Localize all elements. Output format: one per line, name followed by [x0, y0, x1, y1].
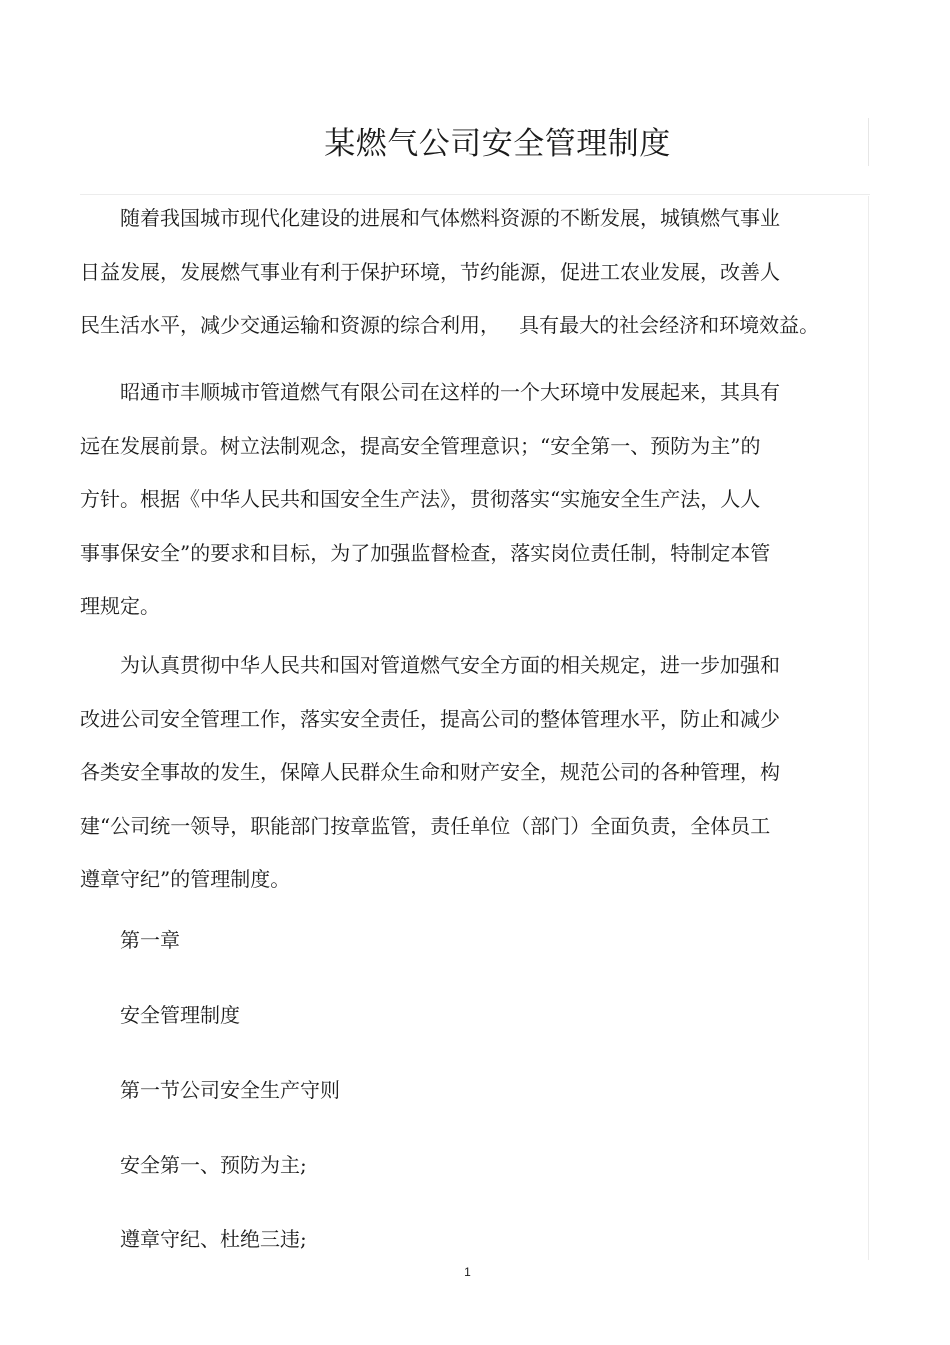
paragraph-line: 各类安全事故的发生，保障人民群众生命和财产安全，规范公司的各种管理，构 [80, 760, 780, 784]
page-number: 1 [464, 1265, 471, 1279]
paragraph-line: 远在发展前景。树立法制观念，提高安全管理意识；“安全第一、预防为主”的 [80, 433, 761, 458]
document-title: 某燃气公司安全管理制度 [324, 126, 671, 162]
paragraph-line: 建“公司统一领导，职能部门按章监管，责任单位（部门）全面负责，全体员工 [80, 813, 771, 838]
paragraph-line: 为认真贯彻中华人民共和国对管道燃气安全方面的相关规定，进一步加强和 [120, 653, 780, 677]
rule-item: 遵章守纪、杜绝三违; [120, 1227, 307, 1251]
paragraph-purpose [80, 650, 840, 918]
paragraph-company [80, 377, 840, 645]
chapter-heading: 第一章 [120, 928, 180, 952]
paragraph-line: 日益发展，发展燃气事业有利于保护环境，节约能源，促进工农业发展，改善人 [80, 259, 780, 284]
paragraph-line: 昭通市丰顺城市管道燃气有限公司在这样的一个大环境中发展起来，其具有 [120, 380, 780, 404]
paragraph-line: 理规定。 [80, 594, 160, 618]
rule-item: 安全第一、预防为主; [120, 1153, 307, 1177]
paragraph-line: 事事保安全”的要求和目标，为了加强监督检查，落实岗位责任制，特制定本管 [80, 540, 771, 565]
margin-rule-right [868, 196, 869, 1260]
paragraph-line: 随着我国城市现代化建设的进展和气体燃料资源的不断发展，城镇燃气事业 [120, 206, 780, 230]
paragraph-line: 民生活水平，减少交通运输和资源的综合利用， 具有最大的社会经济和环境效益。 [80, 313, 820, 337]
paragraph-line: 方针。根据《中华人民共和国安全生产法》，贯彻落实“实施安全生产法，人人 [80, 487, 761, 511]
header-divider [80, 194, 870, 195]
chapter-title: 安全管理制度 [120, 1003, 240, 1027]
paragraph-intro [80, 203, 840, 364]
section-heading: 第一节公司安全生产守则 [120, 1078, 340, 1102]
paragraph-line: 改进公司安全管理工作，落实安全责任，提高公司的整体管理水平，防止和减少 [80, 706, 780, 731]
paragraph-line: 遵章守纪”的管理制度。 [80, 867, 291, 891]
